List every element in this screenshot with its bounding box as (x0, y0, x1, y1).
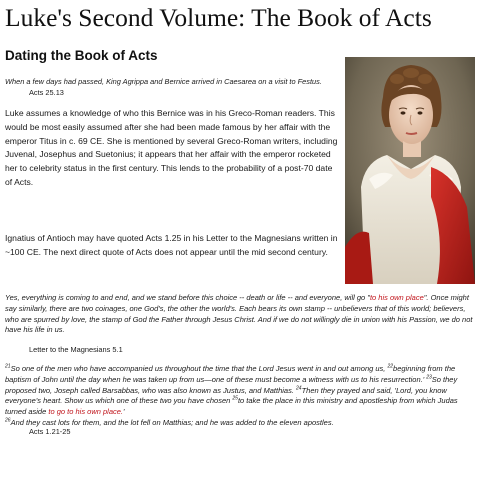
acts-quote (5, 364, 475, 429)
magnesians-citation: Letter to the Magnesians 5.1 (29, 345, 123, 354)
magnesians-quote-after: ". Once might say similarly, there are two coinages, one God's, the other the world's. Each bears its own stamp -- unbelievers that of this world; believers, who are spurred by love, the stamp of God the Father through Jesus Christ. And if we do not willingly die in union with his Passion, we do not have his life in us. (5, 293, 473, 335)
acts-quote-text: Then they prayed and said, 'Lord, you know everyone's heart. Show us which one of these two you have chosen (5, 385, 447, 406)
section-heading: Dating the Book of Acts (5, 48, 158, 63)
magnesians-quote (5, 293, 475, 336)
portrait-painting (345, 57, 475, 284)
verse-number: 23 (426, 374, 432, 381)
acts-quote-text: And they cast lots for them, and the lot fell on Matthias; and he was added to the eleven apostles. (10, 417, 334, 427)
bernice-paragraph: Luke assumes a knowledge of who this Bernice was in his Greco-Roman readers. This would be most easily assumed after she had been made famous by her affair with the emperor Titus in c. 69 CE. She is mentioned by several Greco-Roman writers, including Juvenal, Josephus and Suetonius; it appears that her affair with the emperor rocketed her to celebrity status in the first century. This lends to the probability of a post-70 date of Acts. (5, 108, 338, 187)
acts-citation: Acts 1.21-25 (29, 427, 71, 436)
verse-number: 22 (387, 363, 394, 370)
ignatius-paragraph: Ignatius of Antioch may have quoted Acts 1.25 in his Letter to the Magnesians written in ~100 CE. The next direct quote of Acts does not appear until the mid second century. (5, 233, 338, 257)
bernice-portrait (345, 57, 475, 284)
acts-quote-text: So one of the men who have accompanied us throughout the time that the Lord Jesus went in and out among us, (10, 364, 388, 373)
acts-quote-text: ' (123, 407, 125, 417)
acts-quote-highlight: to go to his own place. (48, 407, 124, 417)
verse-number: 26 (5, 417, 11, 424)
verse-number: 21 (5, 363, 11, 370)
acts-quote-text: to take the place in this ministry and apostleship from which Judas turned aside (5, 396, 458, 417)
magnesians-quote-highlight: to his own place (369, 293, 424, 302)
acts-quote-text: So they proposed two, Joseph called Barsabbas, who was also known as Justus, and Matthias. (5, 374, 458, 395)
acts-quote-text: beginning from the baptism of John until the day when he was taken up from us—one of these must become a witness with us to his resurrection.' (5, 364, 456, 384)
page-title: Luke's Second Volume: The Book of Acts (5, 3, 432, 32)
magnesians-quote-before: Yes, everything is coming to and end, and we stand before this choice -- death or life -- and everyone, will go " (5, 293, 370, 302)
epigraph-text: When a few days had passed, King Agrippa and Bernice arrived in Caesarea on a visit to Festus. (5, 77, 322, 86)
verse-number: 24 (296, 385, 302, 392)
verse-number: 25 (232, 395, 238, 402)
epigraph-citation: Acts 25.13 (29, 88, 64, 97)
